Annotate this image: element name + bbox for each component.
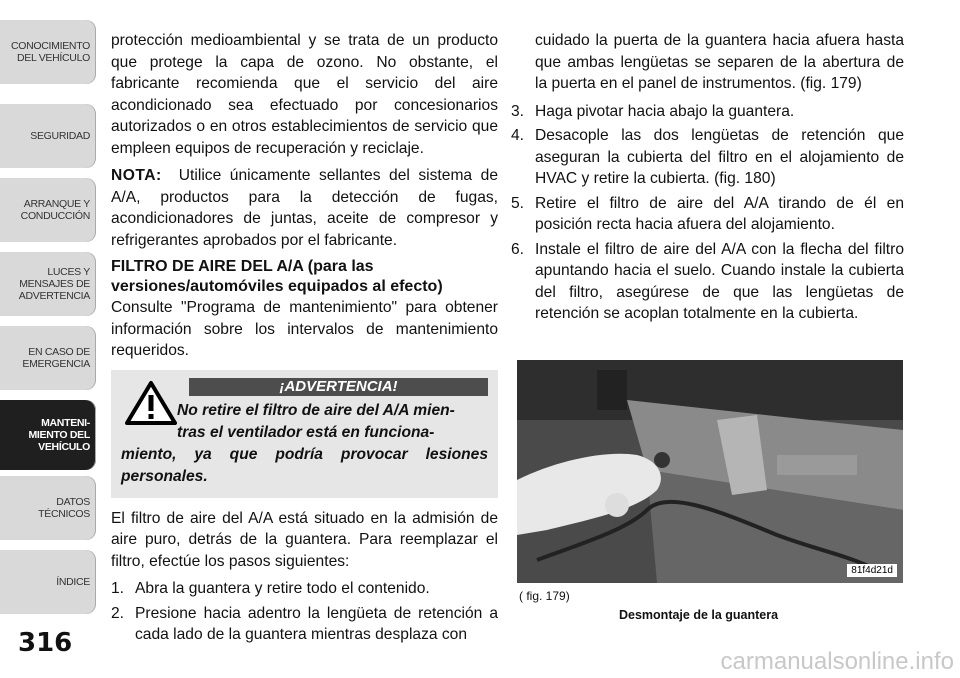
list-item <box>511 101 904 123</box>
tab-indice[interactable] <box>0 550 96 614</box>
step-text: Retire el filtro de aire del A/A tirando de él en posición recta hacia afuera del alojamiento. <box>535 194 904 233</box>
tab-luces[interactable] <box>0 252 96 316</box>
paragraph: El filtro de aire del A/A está situado en la admisión de aire puro, detrás de la guantera. Para reemplazar el filtro, efectúe los pasos siguientes: <box>111 509 498 570</box>
warning-triangle-icon <box>125 380 177 426</box>
list-item <box>511 125 904 190</box>
tab-label: ARRANQUE Y CONDUCCIÓN <box>20 198 90 222</box>
list-item <box>111 603 498 646</box>
step-number: 2. <box>111 604 125 622</box>
step-number: 6. <box>511 240 525 258</box>
chapter-sidebar <box>0 0 100 610</box>
left-column <box>111 30 498 649</box>
step-text: Abra la guantera y retire todo el contenido. <box>135 580 430 597</box>
steps-list <box>511 101 904 325</box>
tab-datos[interactable] <box>0 476 96 540</box>
warning-line: miento, ya que podría provocar lesiones personales. <box>121 445 488 485</box>
warning-box <box>111 370 498 498</box>
paragraph: protección medioambiental y se trata de un producto que protege la capa de ozono. No obstante, el fabricante recomienda que el servicio del aire acondicionado sea efectuado por concesionarios autorizados o en otros establecimientos de servicio que empleen equipos de recuperación y reciclaje. <box>111 32 498 157</box>
tab-emergencia[interactable] <box>0 326 96 390</box>
tab-label: MANTENI- MIENTO DEL VEHÍCULO <box>28 417 90 453</box>
step-text: Presione hacia adentro la lengüeta de retención a cada lado de la guantera mientras desplaza con <box>135 604 498 643</box>
tab-label: EN CASO DE EMERGENCIA <box>22 346 90 370</box>
tab-seguridad[interactable] <box>0 104 96 168</box>
step-number: 3. <box>511 102 525 120</box>
note-label: NOTA: <box>111 167 162 184</box>
list-item <box>511 193 904 236</box>
step-number: 1. <box>111 580 125 597</box>
tab-conocimiento[interactable] <box>0 20 96 84</box>
warning-title: ¡ADVERTENCIA! <box>189 378 488 396</box>
section-heading: FILTRO DE AIRE DEL A/A (para las versiones/automóviles equipados al efecto) <box>111 258 443 295</box>
note-text: Utilice únicamente sellantes del sistema de A/A, productos para la detección de fugas, acondicionadores de juntas, aceite de compresor y refrigerantes aprobados por el fabricante. <box>111 167 498 249</box>
tab-label: CONOCIMIENTO DEL VEHÍCULO <box>10 40 90 64</box>
warning-line: tras el ventilador está en funciona- <box>177 423 435 441</box>
paragraph: Consulte "Programa de mantenimiento" para obtener información sobre los intervalos de mantenimiento requeridos. <box>111 299 498 359</box>
glovebox-photo-illustration <box>517 360 903 583</box>
step-text: Instale el filtro de aire del A/A con la flecha del filtro apuntando hacia el suelo. Cuando instale la cubierta del filtro, asegúrese de que las lengüetas de retención se acoplan totalmente en la cubierta. <box>535 240 904 322</box>
step-text: Desacople las dos lengüetas de retención que aseguran la cubierta del filtro en el alojamiento de HVAC y retire la cubierta. (fig. 180) <box>535 127 904 187</box>
tab-arranque[interactable] <box>0 178 96 242</box>
note-paragraph <box>111 165 498 251</box>
figure-code: 81f4d21d <box>847 564 897 577</box>
steps-list <box>111 578 498 646</box>
right-column <box>511 30 904 328</box>
step-number: 5. <box>511 194 525 212</box>
tab-label: ÍNDICE <box>56 576 90 588</box>
tab-label: LUCES Y MENSAJES DE ADVERTENCIA <box>18 266 90 302</box>
tab-label: SEGURIDAD <box>30 130 90 142</box>
step-text: Haga pivotar hacia abajo la guantera. <box>535 102 795 120</box>
watermark: carmanualsonline.info <box>720 648 954 675</box>
list-item <box>111 578 498 600</box>
tab-label: DATOS TÉCNICOS <box>38 496 90 520</box>
step-number: 4. <box>511 127 525 144</box>
page-number: 316 <box>18 628 73 658</box>
figure-label: ( fig. 179) <box>519 589 570 603</box>
figure-photo <box>517 360 903 583</box>
continued-paragraph: cuidado la puerta de la guantera hacia afuera hasta que ambas lengüetas se separen de la abertura de la puerta en el panel de instrumentos. (fig. 179) <box>535 32 904 92</box>
tab-mantenimiento[interactable] <box>0 400 96 470</box>
figure-caption: Desmontaje de la guantera <box>619 608 779 622</box>
warning-line: No retire el filtro de aire del A/A mien- <box>177 401 455 419</box>
list-item <box>511 239 904 325</box>
